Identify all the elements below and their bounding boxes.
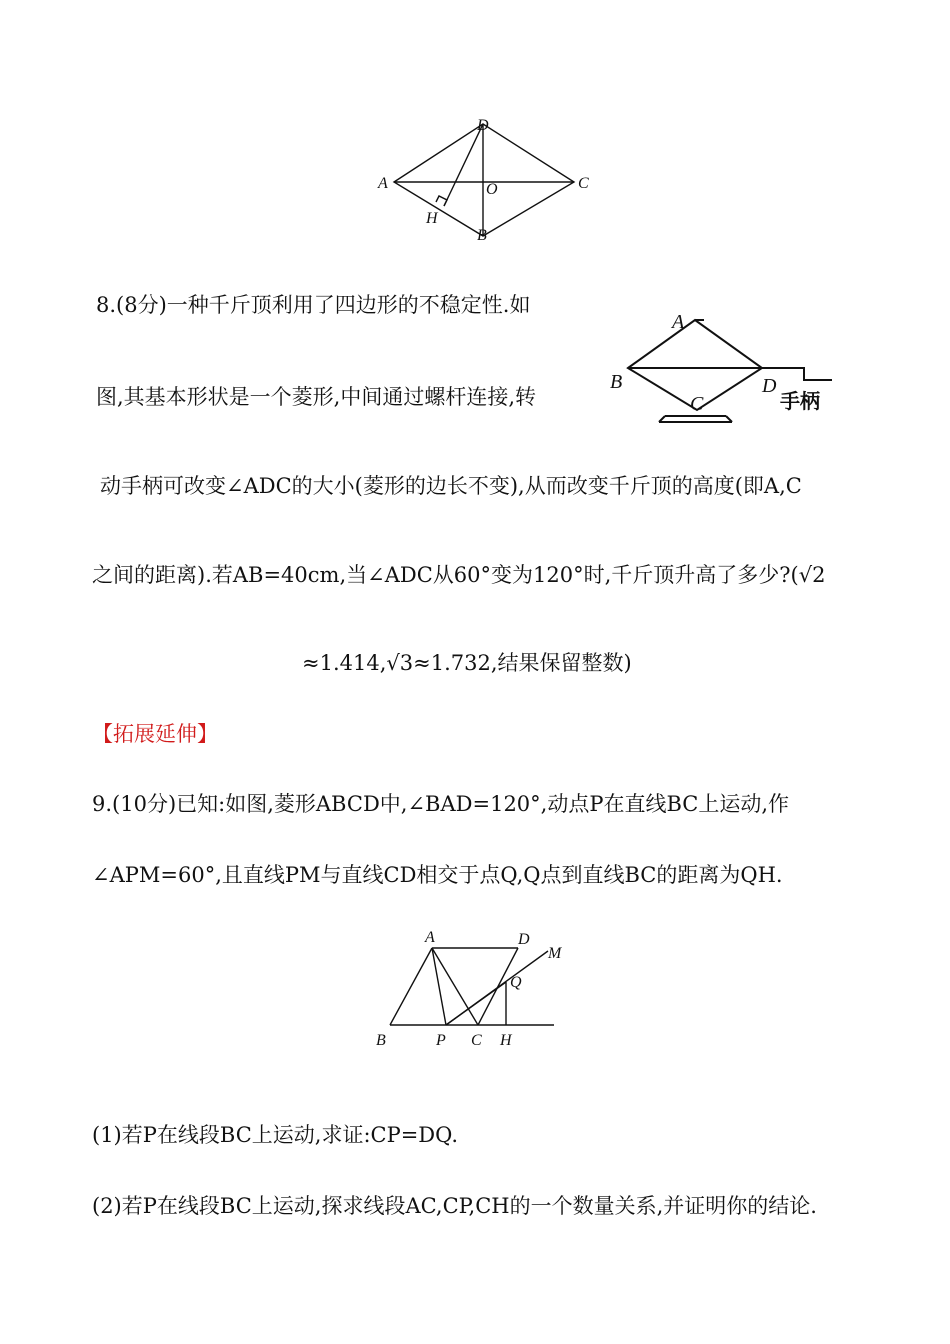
q8-line-1: 8.(8分)一种千斤顶利用了四边形的不稳定性.如: [96, 293, 531, 317]
label-b: B: [477, 227, 487, 244]
side-ab: [390, 948, 432, 1025]
label-handle: 手柄: [780, 389, 820, 413]
label-b: B: [610, 371, 623, 393]
section-title: 【拓展延伸】: [92, 722, 218, 746]
label-q: Q: [510, 974, 522, 991]
label-b: B: [376, 1032, 386, 1049]
figure-rhombus-pq: [368, 925, 578, 1055]
q8-line-2: 图,其基本形状是一个菱形,中间通过螺杆连接,转: [96, 385, 537, 409]
q8-line-3: 动手柄可改变∠ADC的大小(菱形的边长不变),从而改变千斤顶的高度(即A,C: [100, 474, 802, 498]
segment-pq: [446, 982, 506, 1025]
label-c: C: [471, 1032, 482, 1049]
rhombus-outline: [394, 124, 574, 236]
label-d: D: [518, 931, 530, 948]
q9-part-2: (2)若P在线段BC上运动,探求线段AC,CP,CH的一个数量关系,并证明你的结论.: [92, 1194, 817, 1218]
q9-line-1: 9.(10分)已知:如图,菱形ABCD中,∠BAD=120°,动点P在直线BC上运动,作: [92, 792, 790, 816]
q9-part-1: (1)若P在线段BC上运动,求证:CP=DQ.: [92, 1123, 458, 1147]
label-o: O: [486, 181, 498, 198]
label-c: C: [690, 393, 704, 415]
label-d: D: [477, 117, 489, 134]
label-d: D: [762, 375, 777, 397]
q8-line-4: 之间的距离).若AB=40cm,当∠ADC从60°变为120°时,千斤顶升高了多少?(√2: [92, 563, 826, 587]
label-a: A: [425, 929, 435, 946]
q8-line-5: ≈1.414,√3≈1.732,结果保留整数): [302, 651, 632, 675]
q9-line-2: ∠APM=60°,且直线PM与直线CD相交于点Q,Q点到直线BC的距离为QH.: [92, 863, 783, 887]
label-p: P: [436, 1032, 446, 1049]
label-a: A: [378, 175, 388, 192]
label-h: H: [500, 1032, 512, 1049]
label-a: A: [672, 311, 685, 333]
figure-car-jack: [604, 302, 844, 428]
label-c: C: [578, 175, 589, 192]
figure-rhombus-diagonals: [360, 110, 600, 250]
label-m: M: [548, 945, 562, 962]
label-h: H: [426, 210, 438, 227]
right-angle-mark: [436, 196, 447, 206]
